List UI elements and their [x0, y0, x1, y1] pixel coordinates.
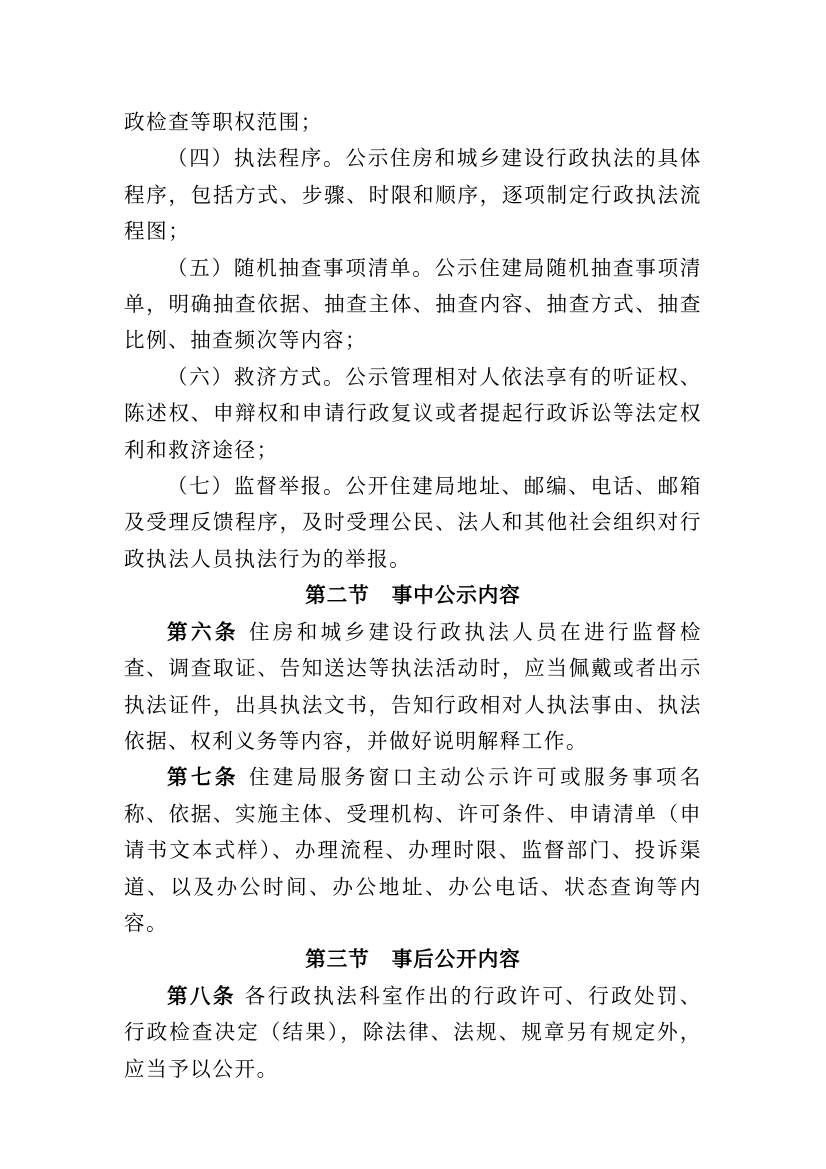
article-label: 第七条	[167, 765, 239, 790]
article-text: 各行政执法科室作出的行政许可、行政处罚、行政检查决定（结果），除法律、法规、规章另有规定外，应当予以公开。	[124, 983, 703, 1081]
paragraph-item-7: （七）监督举报。公开住建局地址、邮编、电话、邮箱及受理反馈程序，及时受理公民、法人和其他社会组织对行政执法人员执法行为的举报。	[124, 474, 702, 571]
article-7	[124, 759, 702, 941]
article-label: 第六条	[167, 619, 239, 644]
section-heading-3	[124, 941, 702, 977]
article-text: 住房和城乡建设行政执法人员在进行监督检查、调查取证、告知送达等执法活动时，应当佩戴或者出示执法证件，出具执法文书，告知行政相对人执法事由、执法依据、权利义务等内容，并做好说明解释工作。	[124, 619, 702, 753]
article-8	[124, 978, 702, 1087]
section-heading-2	[124, 577, 702, 613]
section-title: 事后公开内容	[391, 947, 521, 972]
article-text: 住建局服务窗口主动公示许可或服务事项名称、依据、实施主体、受理机构、许可条件、申请清单（申请书文本式样）、办理流程、办理时限、监督部门、投诉渠道、以及办公时间、办公地址、办公电话、状态查询等内容。	[124, 765, 702, 935]
article-label: 第八条	[167, 983, 236, 1008]
section-number: 第二节	[305, 583, 370, 608]
paragraph-item-4: （四）执法程序。公示住房和城乡建设行政执法的具体程序，包括方式、步骤、时限和顺序，逐项制定行政执法流程图；	[124, 146, 702, 244]
document-body	[124, 104, 702, 1087]
paragraph-continuation: 政检查等职权范围；	[124, 110, 323, 134]
paragraph-item-5: （五）随机抽查事项清单。公示住建局随机抽查事项清单，明确抽查依据、抽查主体、抽查内容、抽查方式、抽查比例、抽查频次等内容；	[124, 255, 702, 353]
paragraph-item-6: （六）救济方式。公示管理相对人依法享有的听证权、陈述权、申辩权和申请行政复议或者提起行政诉讼等法定权利和救济途径；	[124, 364, 702, 462]
section-number: 第三节	[305, 947, 370, 972]
article-6	[124, 614, 702, 760]
section-title: 事中公示内容	[391, 583, 521, 608]
